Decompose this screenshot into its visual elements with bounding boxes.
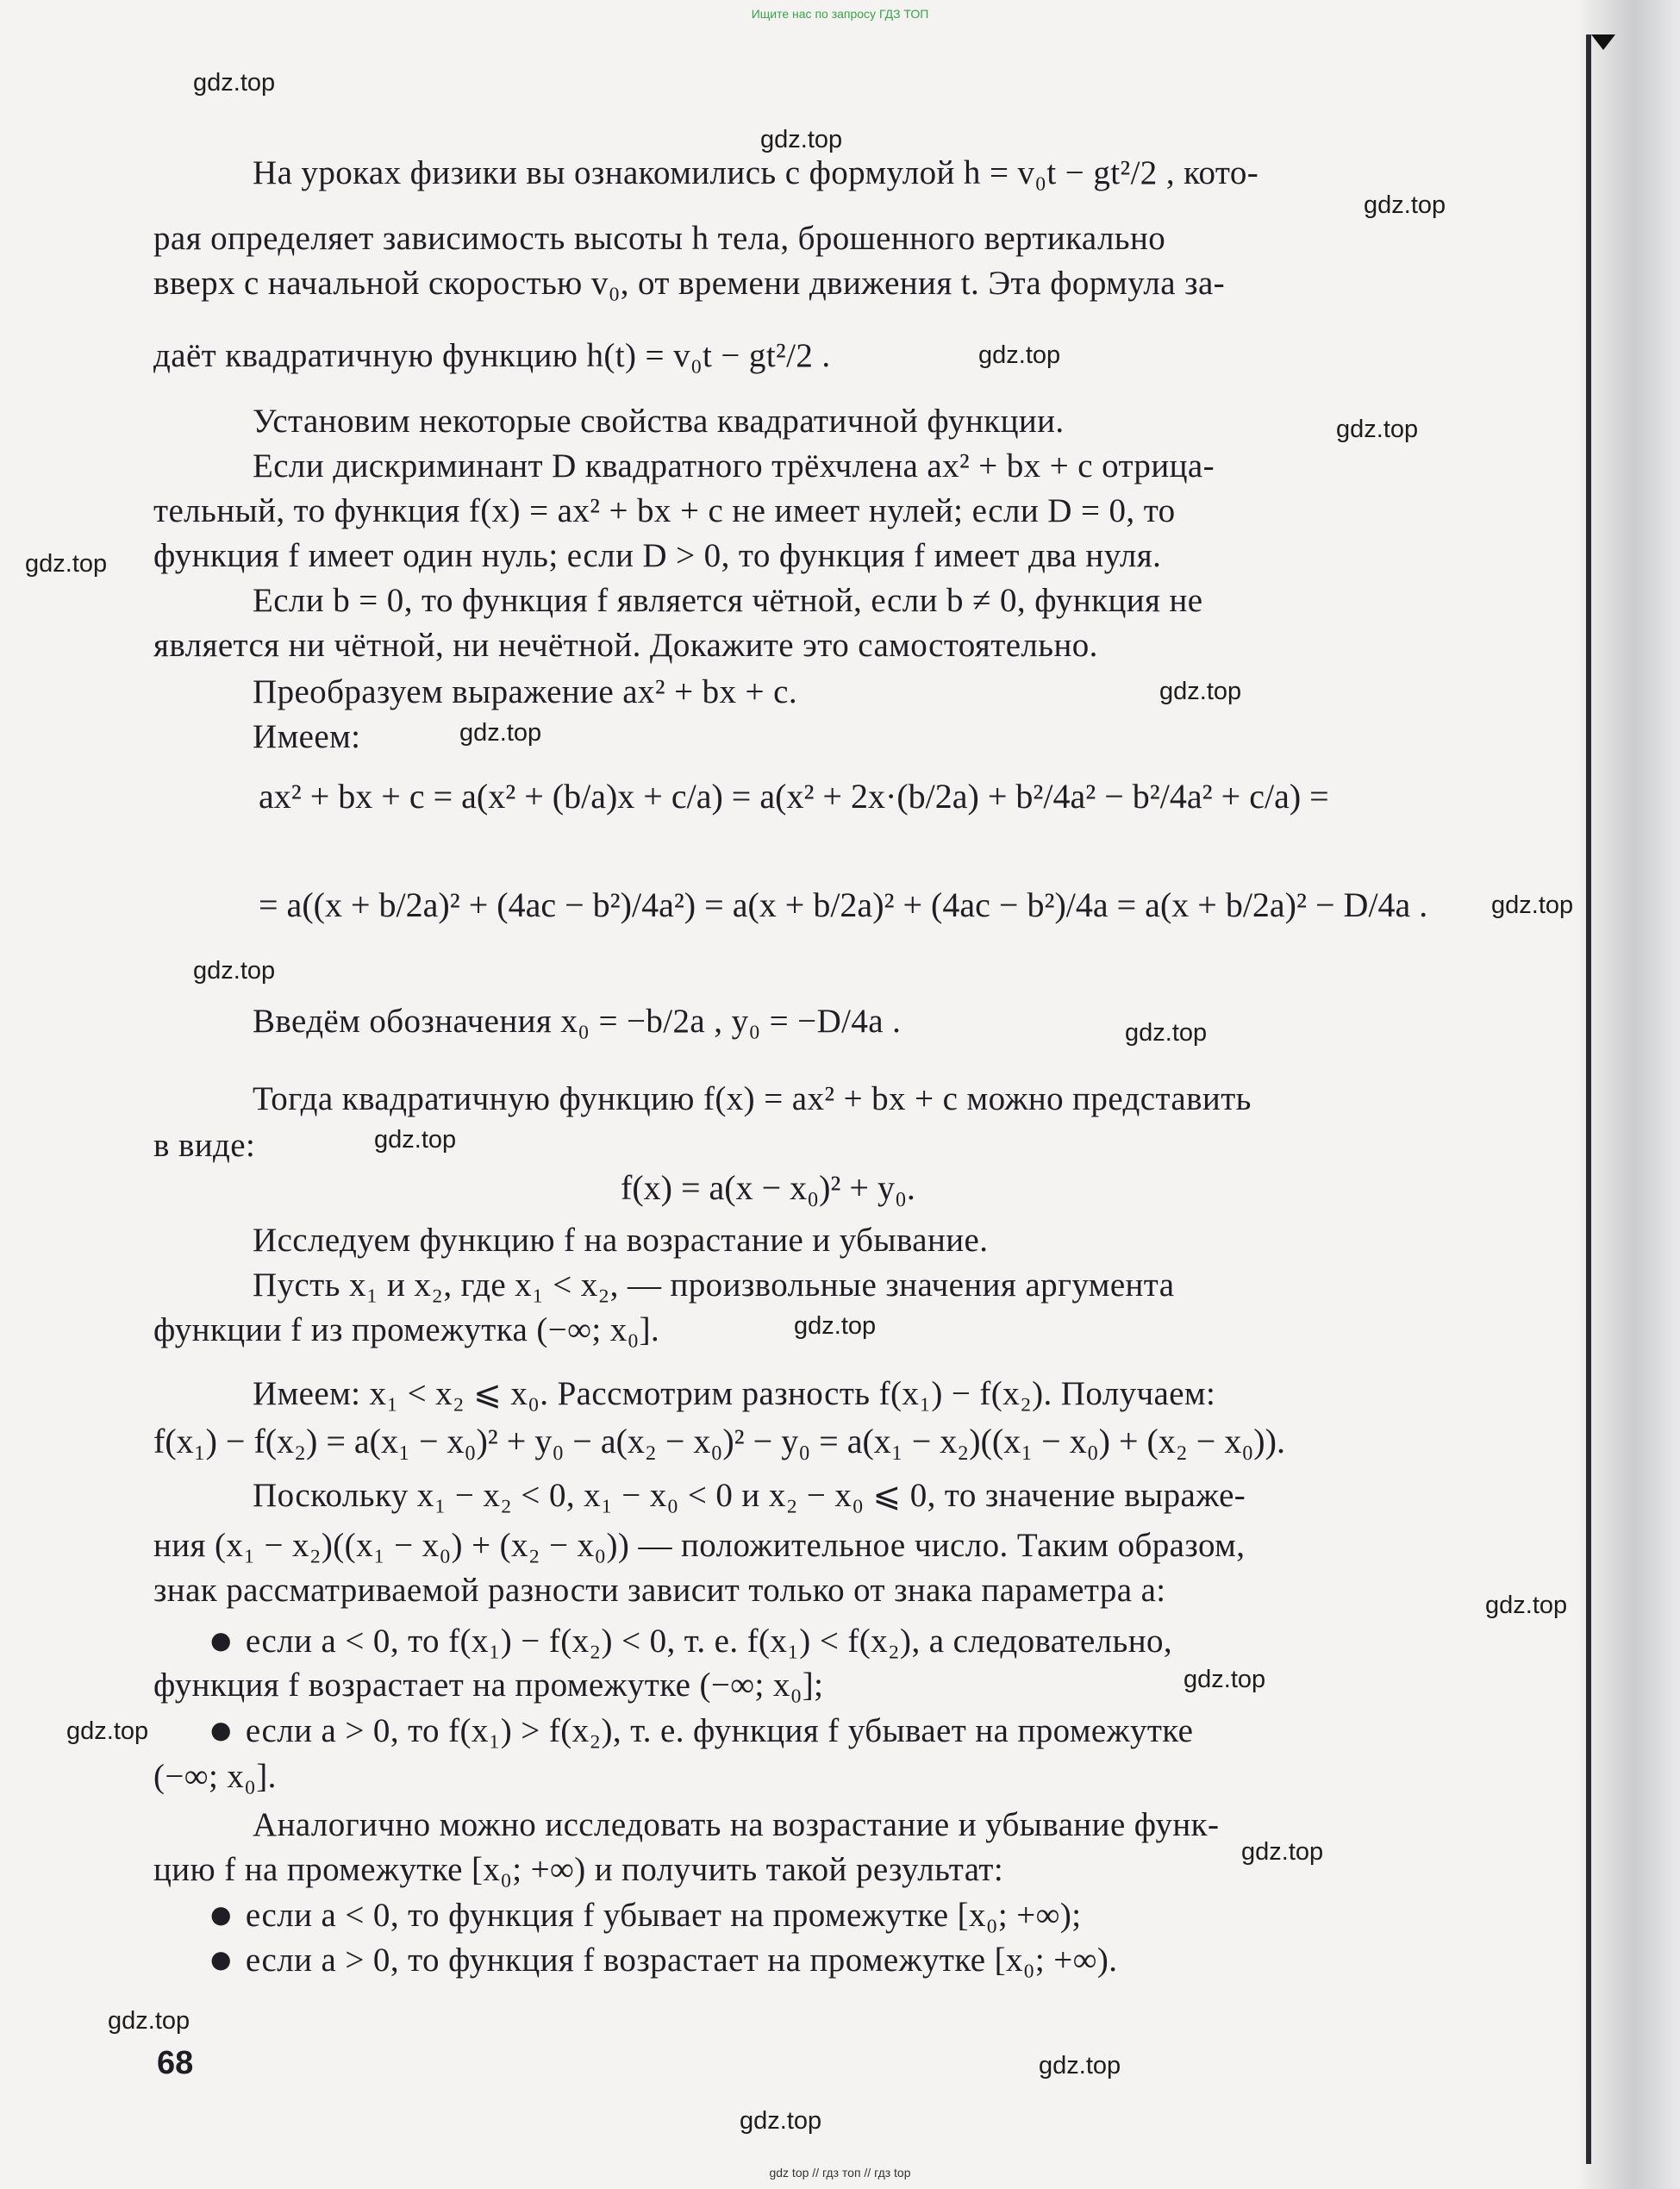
text-line: функция f имеет один нуль; если D > 0, то функция f имеет два нуля.: [153, 537, 1162, 574]
formula-line: ax² + bx + c = a(x² + (b/a)x + c/a) = a(x² + 2x·(b/2a) + b²/4a² − b²/4a² + c/a) =: [259, 777, 1329, 816]
text-line: Тогда квадратичную функцию f(x) = ax² + bx + c можно представить: [253, 1080, 1252, 1117]
watermark: gdz.top: [193, 957, 276, 985]
watermark: gdz.top: [794, 1312, 877, 1340]
text-line: На уроках физики вы ознакомились с формулой h = v₀t − gt²/2 , кото-: [253, 154, 1259, 191]
watermark: gdz.top: [459, 719, 542, 747]
watermark: gdz.top: [108, 2007, 190, 2035]
watermark: gdz.top: [1183, 1666, 1266, 1693]
text-line: функция f возрастает на промежутке (−∞; x₀];: [153, 1667, 824, 1704]
text-line: Если b = 0, то функция f является чётной, если b ≠ 0, функция не: [253, 582, 1203, 619]
page-gutter-shadow: [1577, 0, 1680, 2189]
watermark: gdz.top: [1125, 1019, 1208, 1047]
watermark: gdz.top: [25, 550, 108, 578]
text-line: (−∞; x₀].: [153, 1758, 277, 1795]
text-line: Если дискриминант D квадратного трёхчлена ax² + bx + c отрица-: [253, 447, 1215, 485]
formula-line: = a((x + b/2a)² + (4ac − b²)/4a²) = a(x + b/2a)² + (4ac − b²)/4a = a(x + b/2a)² − D/4a .: [259, 885, 1428, 924]
watermark: gdz.top: [193, 69, 276, 97]
watermark: gdz.top: [740, 2107, 822, 2135]
text-line: ния (x₁ − x₂)((x₁ − x₀) + (x₂ − x₀)) — положительное число. Таким образом,: [153, 1527, 1246, 1564]
text-line: Пусть x₁ и x₂, где x₁ < x₂, — произвольные значения аргумента: [253, 1266, 1175, 1304]
text-line: Преобразуем выражение ax² + bx + c.: [253, 673, 797, 710]
text-line: цию f на промежутке [x₀; +∞) и получить такой результат:: [153, 1851, 1004, 1888]
formula-line: f(x) = a(x − x₀)² + y₀.: [621, 1168, 915, 1207]
text-line: Поскольку x₁ − x₂ < 0, x₁ − x₀ < 0 и x₂ − x₀ ⩽ 0, то значение выраже-: [253, 1477, 1246, 1514]
formula-line: f(x₁) − f(x₂) = a(x₁ − x₀)² + y₀ − a(x₂ − x₀)² − y₀ = a(x₁ − x₂)((x₁ − x₀) + (x₂ − x₀)).: [153, 1422, 1285, 1460]
watermark: gdz.top: [978, 341, 1061, 369]
text-line: Установим некоторые свойства квадратичной функции.: [253, 403, 1065, 440]
bullet-icon: ●: [210, 1945, 232, 1973]
text-line: Аналогично можно исследовать на возрастание и убывание функ-: [253, 1806, 1220, 1843]
watermark: gdz.top: [1039, 2052, 1121, 2080]
text-line: функции f из промежутка (−∞; x₀].: [153, 1311, 660, 1348]
watermark: gdz.top: [66, 1717, 149, 1745]
text-line: Исследуем функцию f на возрастание и убывание.: [253, 1222, 989, 1259]
text-line: Введём обозначения x₀ = −b/2a , y₀ = −D/4a .: [253, 1003, 902, 1040]
text-line: Имеем:: [253, 718, 361, 755]
bullet-item: ● если a > 0, то f(x₁) > f(x₂), т. е. функция f убывает на промежутке: [210, 1712, 1194, 1749]
watermark: gdz.top: [760, 126, 843, 153]
watermark: gdz.top: [1485, 1592, 1568, 1619]
text-line: в виде:: [153, 1127, 256, 1164]
bookmark-marker-icon: [1591, 34, 1615, 50]
text-line: является ни чётной, ни нечётной. Докажите это самостоятельно.: [153, 627, 1098, 664]
watermark: gdz.top: [1241, 1838, 1324, 1866]
watermark: gdz.top: [374, 1126, 457, 1154]
page-edge: [1586, 34, 1591, 2164]
bullet-item: ● если a < 0, то f(x₁) − f(x₂) < 0, т. е. f(x₁) < f(x₂), а следовательно,: [210, 1623, 1173, 1660]
watermark: gdz.top: [1364, 191, 1446, 219]
text-line: вверх с начальной скоростью v₀, от времени движения t. Эта формула за-: [153, 265, 1226, 302]
text-line: Имеем: x₁ < x₂ ⩽ x₀. Рассмотрим разность f(x₁) − f(x₂). Получаем:: [253, 1375, 1216, 1412]
watermark: gdz.top: [1159, 678, 1242, 705]
bullet-icon: ●: [210, 1900, 232, 1929]
bullet-item: ● если a < 0, то функция f убывает на промежутке [x₀; +∞);: [210, 1897, 1082, 1934]
header-hint: Ищите нас по запросу ГДЗ ТОП: [751, 7, 929, 21]
text-line: рая определяет зависимость высоты h тела, брошенного вертикально: [153, 220, 1166, 257]
bullet-item: ● если a > 0, то функция f возрастает на промежутке [x₀; +∞).: [210, 1942, 1118, 1979]
bullet-icon: ●: [210, 1716, 232, 1744]
watermark: gdz.top: [1491, 891, 1574, 919]
text-line: даёт квадратичную функцию h(t) = v₀t − gt²/2 .: [153, 337, 831, 374]
text-line: знак рассматриваемой разности зависит только от знака параметра a:: [153, 1572, 1166, 1609]
text-line: тельный, то функция f(x) = ax² + bx + c не имеет нулей; если D = 0, то: [153, 492, 1176, 529]
footer-hint: gdz top // гдз топ // гдз top: [769, 2166, 911, 2180]
page-number: 68: [157, 2045, 194, 2081]
bullet-icon: ●: [210, 1626, 232, 1654]
watermark: gdz.top: [1336, 416, 1419, 443]
